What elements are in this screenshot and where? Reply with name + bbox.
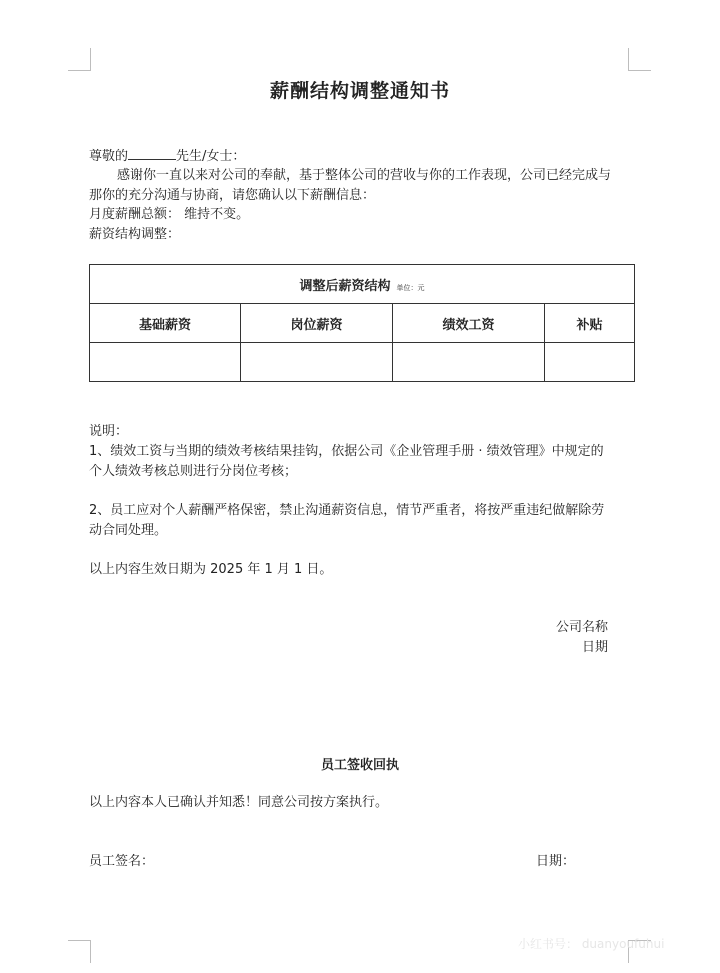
receipt-date-label: 日期：	[536, 854, 576, 869]
employee-signature-label: 员工签名：	[89, 854, 155, 869]
document-title: 薪酬结构调整通知书	[269, 80, 450, 102]
crop-mark-bottom-left	[68, 940, 91, 963]
signature-date: 日期	[582, 640, 609, 655]
salary-structure-table	[89, 264, 635, 382]
table-header: 调整后薪资结构	[299, 278, 391, 294]
crop-mark-top-right	[628, 48, 651, 71]
column-basic-salary: 基础薪资	[90, 304, 241, 343]
note-1-line-2: 个人绩效考核总则进行分岗位考核；	[89, 464, 298, 479]
column-position-salary: 岗位薪资	[241, 304, 393, 343]
column-allowance: 补贴	[545, 304, 635, 343]
basic-salary-value-cell	[90, 343, 241, 382]
position-salary-value-cell	[241, 343, 393, 382]
note-2-line-1: 2、员工应对个人薪酬严格保密，禁止沟通薪资信息，情节严重者，将按严重违纪做解除劳	[89, 503, 605, 518]
receipt-confirm-text: 以上内容本人已确认并知悉！同意公司按方案执行。	[89, 795, 389, 810]
table-unit: 单位：元	[396, 283, 425, 292]
name-blank	[128, 147, 176, 160]
greeting-suffix: 先生/女士：	[176, 149, 246, 164]
watermark: 小红书号： duanyoufuhui	[518, 937, 665, 951]
intro-line-1: 感谢你一直以来对公司的奉献，基于整体公司的营收与你的工作表现，公司已经完成与	[117, 168, 612, 183]
effective-date-text: 以上内容生效日期为 2025 年 1 月 1 日。	[89, 562, 333, 577]
company-name: 公司名称	[556, 620, 609, 635]
structure-label: 薪资结构调整：	[89, 227, 181, 242]
note-2-line-2: 动合同处理。	[89, 523, 168, 538]
crop-mark-top-left	[68, 48, 91, 71]
greeting-line	[89, 147, 245, 167]
note-1-line-1: 1、绩效工资与当期的绩效考核结果挂钩，依据公司《企业管理手册 · 绩效管理》中规定的	[89, 444, 604, 459]
intro-line-2: 那你的充分沟通与协商，请您确认以下薪酬信息：	[89, 188, 376, 203]
greeting-prefix: 尊敬的	[89, 149, 129, 164]
notes-heading: 说明：	[89, 424, 129, 439]
allowance-value-cell	[545, 343, 635, 382]
receipt-title: 员工签收回执	[320, 758, 399, 773]
table-header-cell	[90, 265, 635, 304]
monthly-total: 月度薪酬总额： 维持不变。	[89, 207, 250, 222]
column-performance-pay: 绩效工资	[393, 304, 545, 343]
performance-pay-value-cell	[393, 343, 545, 382]
